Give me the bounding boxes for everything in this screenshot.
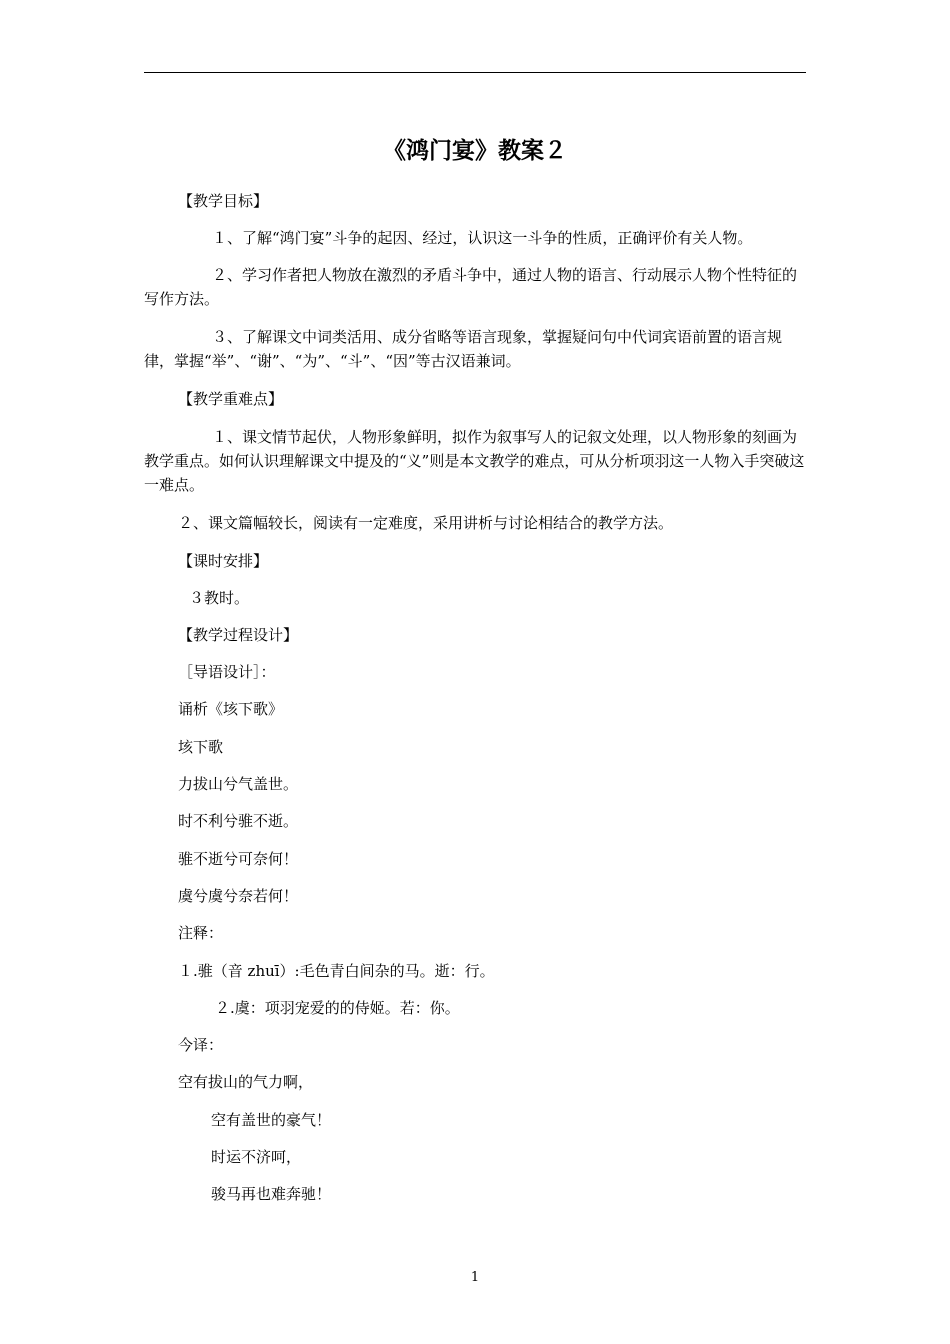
poem-line: 时不利兮骓不逝。 (178, 812, 299, 830)
translation-line: 空有拔山的气力啊， (178, 1073, 314, 1091)
key-point-2: ２、课文篇幅较长，阅读有一定难度，采用讲析与讨论相结合的教学方法。 (178, 514, 674, 532)
process-heading: 【教学过程设计】 (178, 626, 299, 644)
note-1: １.骓（音 zhuī）:毛色青白间杂的马。逝：行。 (178, 962, 495, 980)
poem-line: 力拔山兮气盖世。 (178, 775, 299, 793)
schedule-text: ３教时。 (189, 589, 250, 607)
poem-line: 虞兮虞兮奈若何！ (178, 887, 299, 905)
page-number: 1 (470, 1270, 480, 1285)
key-point-1: １、课文情节起伏，人物形象鲜明，拟作为叙事写人的记叙文处理，以人物形象的刻画为教学重点。如何认识理解课文中提及的“义”则是本文教学的难点，可从分析项羽这一人物入手突破这一难点。 (144, 428, 805, 494)
goal-3: ３、了解课文中词类活用、成分省略等语言现象，掌握疑问句中代词宾语前置的语言规律，掌握“举”、“谢”、“为”、“斗”、“因”等古汉语兼词。 (144, 328, 783, 370)
translation-line: 骏马再也难奔驰！ (211, 1185, 332, 1203)
poem-title: 垓下歌 (178, 738, 224, 756)
goal-1: １、了解“鸿门宴”斗争的起因、经过，认识这一斗争的性质，正确评价有关人物。 (212, 229, 753, 247)
notes-heading: 注释： (178, 924, 224, 942)
header-rule (144, 72, 806, 73)
translation-line: 空有盖世的豪气！ (211, 1111, 332, 1129)
translation-line: 时运不济呵， (211, 1148, 302, 1166)
document-title: 《鸿门宴》教案２ (383, 137, 567, 164)
translation-heading: 今译： (178, 1036, 224, 1054)
poem-line: 骓不逝兮可奈何！ (178, 850, 299, 868)
poem-intro: 诵析《垓下歌》 (178, 700, 284, 718)
schedule-heading: 【课时安排】 (178, 552, 269, 570)
goal-2: ２、学习作者把人物放在激烈的矛盾斗争中，通过人物的语言、行动展示人物个性特征的写作方法。 (144, 266, 798, 308)
note-2: ２.虞：项羽宠爱的的侍姬。若：你。 (215, 999, 460, 1017)
goals-heading: 【教学目标】 (178, 192, 269, 210)
key-points-heading: 【教学重难点】 (178, 390, 284, 408)
intro-heading: ［导语设计］： (178, 663, 276, 681)
